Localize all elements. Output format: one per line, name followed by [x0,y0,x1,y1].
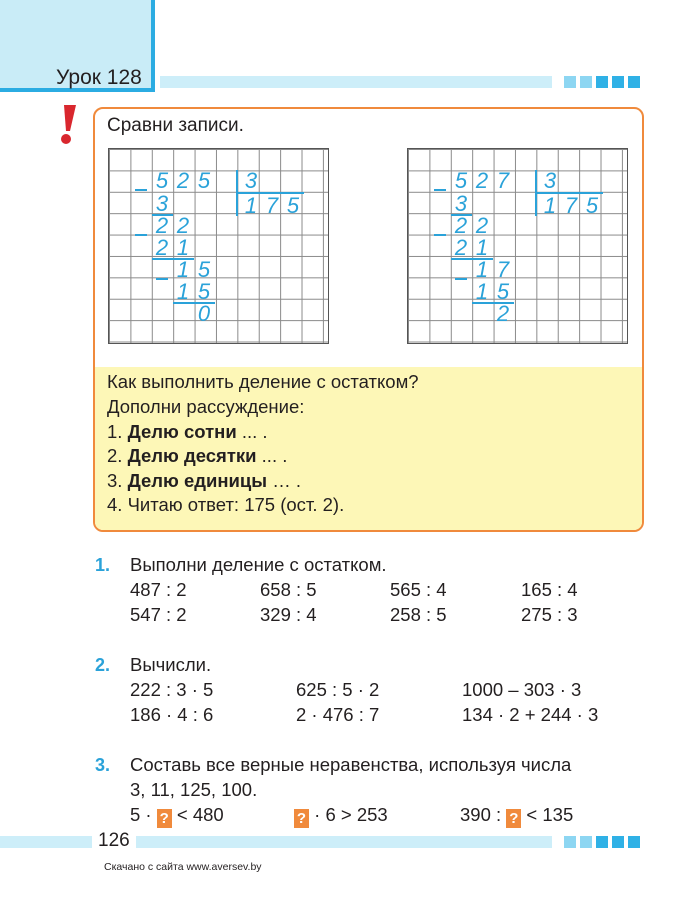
exercise-title: Составь все верные неравенства, используя числа [130,754,572,775]
digit: 7 [265,193,279,218]
digit: 2 [454,213,468,238]
reasoning-question: Как выполнить деление с остатком? [107,371,419,392]
digit: 5 [197,168,211,193]
digit: 2 [176,168,190,193]
expression: 487 : 2 [130,579,187,600]
digit: 2 [475,168,489,193]
division-grid-1 [108,148,329,344]
footer-square [596,836,608,848]
long-division-2 [408,149,629,345]
digit: 1 [176,257,190,282]
digit: 0 [197,301,211,326]
expression: 222 : 3 · 5 [130,679,214,700]
digit: 7 [496,168,510,193]
footer-square [628,836,640,848]
expression: 186 · 4 : 6 [130,704,214,725]
unknown-box: ? [294,809,309,828]
digit: 1 [543,193,557,218]
expression: 658 : 5 [260,579,317,600]
digit: 5 [454,168,468,193]
footer-square [580,836,592,848]
reasoning-step: 2. Делю десятки ... . [107,445,288,466]
header-stripe [160,76,552,88]
digit: 1 [475,279,489,304]
expression: 625 : 5 · 2 [296,679,380,700]
digit: 5 [197,279,211,304]
exercise-number: 1. [95,555,111,575]
digit: 5 [496,279,510,304]
digit: 2 [155,235,169,260]
source-note: Скачано с сайта www.aversev.by [104,861,262,873]
digit: 3 [454,191,468,216]
compare-instruction: Сравни записи. [107,115,244,136]
rule-box [93,107,644,532]
digit: 3 [155,191,169,216]
exercise-title: Вычисли. [130,654,212,675]
digit: 2 [155,213,169,238]
unknown-box: ? [506,809,521,828]
digit: 1 [475,257,489,282]
expression: 547 : 2 [130,604,187,625]
exercise-number: 2. [95,655,111,675]
expression: 165 : 4 [521,579,578,600]
unknown-box: ? [157,809,172,828]
digit: 1 [176,279,190,304]
header-square [564,76,576,88]
inequality: 5 · ? < 480 [130,804,224,827]
digit: 7 [496,257,510,282]
digit: 2 [496,301,510,326]
expression: 275 : 3 [521,604,578,625]
footer-stripe [0,836,552,848]
digit: 7 [564,193,578,218]
header-square [596,76,608,88]
header-square [628,76,640,88]
expression: 2 · 476 : 7 [296,704,380,725]
expression: 258 : 5 [390,604,447,625]
digit: 5 [197,257,211,282]
header-square [612,76,624,88]
expression: 134 · 2 + 244 · 3 [462,704,599,725]
footer-square [564,836,576,848]
digit: 5 [286,193,300,218]
lesson-title: Урок 128 [56,66,142,89]
digit: 5 [155,168,169,193]
expression: 329 : 4 [260,604,317,625]
expression: 1000 – 303 · 3 [462,679,582,700]
digit: 2 [454,235,468,260]
header-square [580,76,592,88]
digit: 1 [244,193,258,218]
number-list: 3, 11, 125, 100. [130,779,258,800]
digit: 1 [176,235,190,260]
exercise-title: Выполни деление с остатком. [130,554,387,575]
inequality: ? · 6 > 253 [294,804,388,828]
digit: 2 [475,213,489,238]
reasoning-step: 3. Делю единицы … . [107,470,302,491]
digit: 2 [176,213,190,238]
digit: 5 [585,193,599,218]
exercise-number: 3. [95,755,111,775]
reasoning-step: 1. Делю сотни ... . [107,421,268,442]
reasoning-step: 4. Читаю ответ: 175 (ост. 2). [107,494,345,515]
expression: 565 : 4 [390,579,447,600]
digit: 3 [244,168,258,193]
inequality: 390 : ? < 135 [460,804,574,827]
page-number: 126 [92,830,136,852]
division-grid-2 [407,148,628,344]
digit: 3 [543,168,557,193]
digit: 1 [475,235,489,260]
long-division-1 [109,149,330,345]
footer-square [612,836,624,848]
reasoning-prompt: Дополни рассуждение: [107,396,305,417]
exclamation-icon [56,103,78,145]
